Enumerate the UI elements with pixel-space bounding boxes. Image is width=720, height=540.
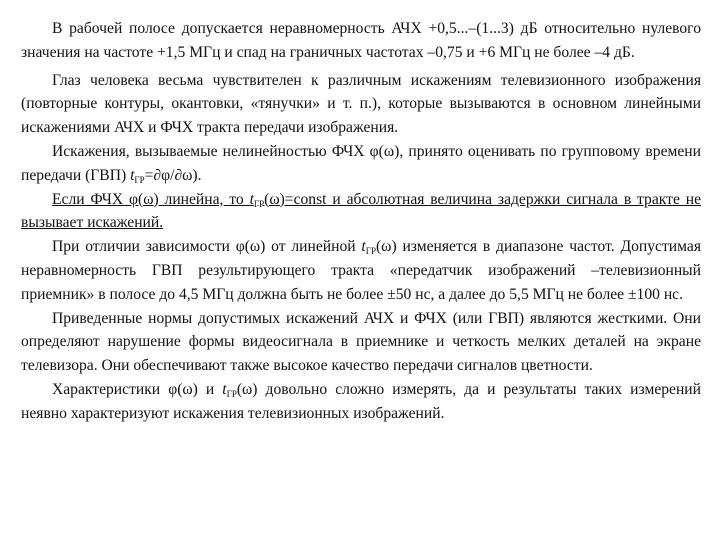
paragraph-linear-phase bbox=[21, 188, 701, 236]
paragraph-group-delay bbox=[21, 140, 701, 188]
group-delay-text: Искажения, вызываемые нелинейностью ФЧХ φ(ω), принято оценивать по групповому времени передачи (ГВП) bbox=[21, 142, 701, 184]
t-symbol: t bbox=[130, 166, 135, 184]
gr-subscript: ГР bbox=[253, 198, 265, 209]
gr-subscript: ГР bbox=[134, 174, 145, 185]
paragraph-measurement bbox=[21, 378, 701, 426]
delay-tolerance-text: При отличии зависимости φ(ω) от линейной bbox=[52, 238, 362, 256]
group-delay-formula: =∂φ/∂ω). bbox=[144, 166, 202, 184]
linear-phase-rest: (ω)=const и абсолютная величина задержки сигнала в тракте не вызывает искажений. bbox=[21, 190, 702, 232]
paragraph-frequency-response: В рабочей полосе допускается неравномерность АЧХ +0,5...–(1...3) дБ относительно нулевого значения на частоте +1,5 МГц и спад на граничных частотах –0,75 и +6 МГц не более –4 дБ. bbox=[21, 20, 701, 61]
gr-subscript: ГР bbox=[365, 246, 376, 257]
paragraph-eye-sensitivity: Глаз человека весьма чувствителен к различным искажениям телевизионного изображения (повторные контуры, окантовки, «тянучки» и т. п.), которые вызываются в основном линейными искажениями АЧХ и ФЧХ тракта передачи изображения. bbox=[21, 71, 701, 137]
t-symbol: t bbox=[361, 238, 366, 256]
measurement-rest: (ω) довольно сложно измерять, да и результаты таких измерений неявно характеризуют искажения телевизионных изображений. bbox=[21, 380, 701, 422]
gr-subscript: ГР bbox=[226, 388, 237, 399]
delay-tolerance-rest: (ω) изменяется в диапазоне частот. Допустимая неравномерность ГВП результирующего тракта «передатчик изображений –телевизионный приемник» в полосе до 4,5 МГц должна быть не более ±50 нс, а далее до 5,5 МГц не более ±100 нс. bbox=[21, 238, 701, 303]
paragraph-delay-tolerance bbox=[21, 235, 701, 306]
document-page bbox=[21, 17, 701, 426]
measurement-text: Характеристики φ(ω) и bbox=[52, 380, 223, 398]
t-symbol: t bbox=[222, 380, 227, 398]
t-symbol: t bbox=[249, 190, 254, 208]
linear-phase-text: Если ФЧХ φ(ω) линейна, то bbox=[52, 190, 250, 208]
paragraph-norms: Приведенные нормы допустимых искажений АЧХ и ФЧХ (или ГВП) являются жесткими. Они определяют нарушение формы видеосигнала в приемнике и четкость мелких деталей на экране телевизора. Они обеспечивают также высокое качество передачи сигналов цветности. bbox=[21, 309, 701, 375]
